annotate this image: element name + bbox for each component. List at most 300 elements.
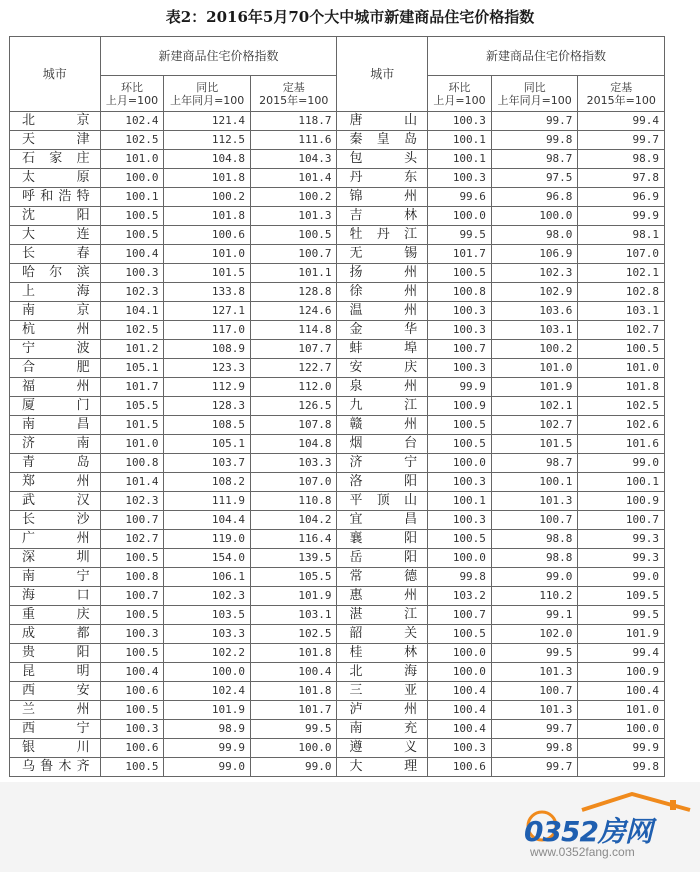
mom-cell-left: 100.5 — [100, 226, 164, 245]
mom-cell-left: 100.7 — [100, 511, 164, 530]
mom-cell-right: 100.5 — [428, 416, 492, 435]
city-cell-right: 韶关 — [337, 625, 428, 644]
yoy-cell-left: 119.0 — [164, 530, 251, 549]
mom-cell-right: 100.1 — [428, 492, 492, 511]
base-cell-left: 103.3 — [250, 454, 337, 473]
table-row — [10, 169, 665, 188]
base-cell-left: 107.8 — [250, 416, 337, 435]
yoy-cell-right: 99.7 — [491, 758, 578, 777]
base-cell-right: 98.9 — [578, 150, 665, 169]
mom-cell-left: 105.1 — [100, 359, 164, 378]
table-row — [10, 644, 665, 663]
mom-cell-left: 105.5 — [100, 397, 164, 416]
city-column-header-left: 城市 — [10, 37, 101, 112]
mom-cell-right: 100.5 — [428, 264, 492, 283]
mom-cell-left: 101.5 — [100, 416, 164, 435]
yoy-cell-left: 102.4 — [164, 682, 251, 701]
yoy-cell-right: 101.3 — [491, 701, 578, 720]
base-cell-left: 111.6 — [250, 131, 337, 150]
table-row — [10, 245, 665, 264]
base-cell-left: 118.7 — [250, 112, 337, 131]
yoy-cell-left: 105.1 — [164, 435, 251, 454]
table-row — [10, 359, 665, 378]
mom-cell-right: 100.4 — [428, 701, 492, 720]
mom-cell-left: 101.4 — [100, 473, 164, 492]
city-cell-right: 北海 — [337, 663, 428, 682]
site-logo — [520, 790, 695, 865]
city-cell-left: 银川 — [10, 739, 101, 758]
mom-cell-left: 101.0 — [100, 435, 164, 454]
mom-cell-right: 100.4 — [428, 682, 492, 701]
city-cell-right: 遵义 — [337, 739, 428, 758]
base-cell-right: 99.3 — [578, 549, 665, 568]
base-cell-right: 100.7 — [578, 511, 665, 530]
base-cell-right: 101.0 — [578, 359, 665, 378]
yoy-cell-right: 102.3 — [491, 264, 578, 283]
yoy-cell-right: 101.3 — [491, 663, 578, 682]
yoy-cell-right: 98.7 — [491, 150, 578, 169]
city-cell-right: 吉林 — [337, 207, 428, 226]
yoy-cell-right: 100.1 — [491, 473, 578, 492]
city-cell-right: 大理 — [337, 758, 428, 777]
yoy-cell-left: 99.9 — [164, 739, 251, 758]
yoy-cell-right: 98.0 — [491, 226, 578, 245]
yoy-cell-right: 97.5 — [491, 169, 578, 188]
city-cell-right: 无锡 — [337, 245, 428, 264]
mom-cell-left: 100.6 — [100, 739, 164, 758]
table-row — [10, 606, 665, 625]
yoy-cell-right: 101.0 — [491, 359, 578, 378]
city-cell-right: 包头 — [337, 150, 428, 169]
base-cell-right: 101.0 — [578, 701, 665, 720]
base-cell-right: 102.6 — [578, 416, 665, 435]
city-cell-left: 海口 — [10, 587, 101, 606]
city-cell-left: 杭州 — [10, 321, 101, 340]
city-cell-right: 丹东 — [337, 169, 428, 188]
table-row — [10, 340, 665, 359]
yoy-cell-left: 101.9 — [164, 701, 251, 720]
table-row — [10, 625, 665, 644]
base-cell-right: 96.9 — [578, 188, 665, 207]
base-cell-right: 100.5 — [578, 340, 665, 359]
yoy-cell-left: 100.6 — [164, 226, 251, 245]
mom-cell-left: 101.0 — [100, 150, 164, 169]
mom-cell-left: 100.1 — [100, 188, 164, 207]
mom-header-right: 环比 上月=100 — [428, 76, 492, 112]
table-row — [10, 397, 665, 416]
base-cell-left: 105.5 — [250, 568, 337, 587]
table-row — [10, 720, 665, 739]
yoy-cell-right: 102.1 — [491, 397, 578, 416]
base-cell-left: 124.6 — [250, 302, 337, 321]
city-cell-right: 南充 — [337, 720, 428, 739]
city-cell-right: 牡丹江 — [337, 226, 428, 245]
logo-text: 0352房网 — [524, 815, 652, 848]
mom-cell-left: 102.3 — [100, 283, 164, 302]
mom-cell-right: 100.7 — [428, 340, 492, 359]
price-index-table — [9, 36, 665, 777]
yoy-cell-right: 102.9 — [491, 283, 578, 302]
yoy-cell-left: 101.5 — [164, 264, 251, 283]
mom-cell-left: 100.4 — [100, 245, 164, 264]
base-cell-right: 99.5 — [578, 606, 665, 625]
table-row — [10, 549, 665, 568]
yoy-cell-right: 96.8 — [491, 188, 578, 207]
mom-cell-left: 101.2 — [100, 340, 164, 359]
yoy-cell-left: 101.8 — [164, 207, 251, 226]
yoy-cell-right: 99.7 — [491, 720, 578, 739]
city-cell-left: 厦门 — [10, 397, 101, 416]
city-cell-left: 大连 — [10, 226, 101, 245]
yoy-cell-left: 101.8 — [164, 169, 251, 188]
mom-cell-right: 100.0 — [428, 454, 492, 473]
base-cell-left: 101.7 — [250, 701, 337, 720]
city-cell-left: 沈阳 — [10, 207, 101, 226]
yoy-cell-left: 121.4 — [164, 112, 251, 131]
base-cell-right: 109.5 — [578, 587, 665, 606]
table-row — [10, 188, 665, 207]
mom-cell-right: 100.0 — [428, 663, 492, 682]
base-cell-left: 101.9 — [250, 587, 337, 606]
city-cell-right: 泉州 — [337, 378, 428, 397]
city-cell-left: 哈尔滨 — [10, 264, 101, 283]
mom-cell-right: 100.7 — [428, 606, 492, 625]
yoy-cell-right: 101.9 — [491, 378, 578, 397]
table-row — [10, 435, 665, 454]
base-cell-left: 100.5 — [250, 226, 337, 245]
city-cell-right: 安庆 — [337, 359, 428, 378]
base-cell-right: 99.0 — [578, 454, 665, 473]
city-cell-right: 宜昌 — [337, 511, 428, 530]
city-cell-right: 秦皇岛 — [337, 131, 428, 150]
base-cell-left: 104.8 — [250, 435, 337, 454]
mom-cell-left: 102.3 — [100, 492, 164, 511]
city-cell-right: 徐州 — [337, 283, 428, 302]
base-cell-left: 101.8 — [250, 682, 337, 701]
mom-cell-left: 100.5 — [100, 606, 164, 625]
yoy-cell-left: 133.8 — [164, 283, 251, 302]
table-row — [10, 587, 665, 606]
table-body — [10, 112, 665, 777]
base-cell-right: 100.0 — [578, 720, 665, 739]
yoy-cell-right: 100.0 — [491, 207, 578, 226]
city-cell-left: 长沙 — [10, 511, 101, 530]
city-cell-right: 常德 — [337, 568, 428, 587]
base-cell-left: 122.7 — [250, 359, 337, 378]
city-cell-right: 唐山 — [337, 112, 428, 131]
table-row — [10, 568, 665, 587]
table-row — [10, 739, 665, 758]
yoy-cell-left: 100.2 — [164, 188, 251, 207]
base-cell-right: 102.8 — [578, 283, 665, 302]
mom-cell-left: 100.5 — [100, 549, 164, 568]
yoy-cell-right: 98.8 — [491, 549, 578, 568]
city-cell-left: 长春 — [10, 245, 101, 264]
base-cell-left: 112.0 — [250, 378, 337, 397]
city-cell-right: 湛江 — [337, 606, 428, 625]
table-row — [10, 682, 665, 701]
mom-cell-right: 100.8 — [428, 283, 492, 302]
yoy-cell-right: 103.1 — [491, 321, 578, 340]
yoy-cell-right: 99.7 — [491, 112, 578, 131]
yoy-cell-left: 111.9 — [164, 492, 251, 511]
table-row — [10, 454, 665, 473]
city-cell-left: 昆明 — [10, 663, 101, 682]
city-cell-right: 济宁 — [337, 454, 428, 473]
base-cell-left: 103.1 — [250, 606, 337, 625]
yoy-cell-left: 98.9 — [164, 720, 251, 739]
yoy-cell-left: 108.2 — [164, 473, 251, 492]
yoy-header-left: 同比 上年同月=100 — [164, 76, 251, 112]
city-column-header-right: 城市 — [337, 37, 428, 112]
mom-cell-right: 100.3 — [428, 112, 492, 131]
yoy-cell-left: 100.0 — [164, 663, 251, 682]
city-cell-left: 成都 — [10, 625, 101, 644]
base-cell-right: 99.7 — [578, 131, 665, 150]
table-title: 表2：2016年5月70个大中城市新建商品住宅价格指数 — [165, 8, 535, 26]
mom-cell-right: 100.0 — [428, 549, 492, 568]
yoy-cell-right: 101.3 — [491, 492, 578, 511]
city-cell-left: 济南 — [10, 435, 101, 454]
city-cell-left: 太原 — [10, 169, 101, 188]
base-cell-left: 139.5 — [250, 549, 337, 568]
mom-cell-left: 102.5 — [100, 131, 164, 150]
yoy-cell-right: 100.2 — [491, 340, 578, 359]
mom-cell-right: 100.0 — [428, 207, 492, 226]
base-cell-left: 100.0 — [250, 739, 337, 758]
city-cell-left: 贵阳 — [10, 644, 101, 663]
mom-cell-left: 100.5 — [100, 644, 164, 663]
base-cell-left: 100.7 — [250, 245, 337, 264]
mom-cell-left: 101.7 — [100, 378, 164, 397]
index-group-header-right: 新建商品住宅价格指数 — [428, 37, 665, 76]
base-cell-right: 99.9 — [578, 739, 665, 758]
base-cell-right: 99.0 — [578, 568, 665, 587]
mom-cell-right: 100.4 — [428, 720, 492, 739]
yoy-cell-left: 154.0 — [164, 549, 251, 568]
table-row — [10, 226, 665, 245]
base-cell-right: 100.9 — [578, 492, 665, 511]
yoy-cell-right: 98.8 — [491, 530, 578, 549]
mom-cell-left: 100.0 — [100, 169, 164, 188]
mom-cell-right: 100.5 — [428, 625, 492, 644]
base-cell-left: 107.0 — [250, 473, 337, 492]
table-row — [10, 473, 665, 492]
base-cell-left: 116.4 — [250, 530, 337, 549]
city-cell-right: 泸州 — [337, 701, 428, 720]
base-cell-left: 104.3 — [250, 150, 337, 169]
base-cell-right: 103.1 — [578, 302, 665, 321]
city-cell-right: 惠州 — [337, 587, 428, 606]
city-cell-right: 烟台 — [337, 435, 428, 454]
yoy-cell-left: 103.5 — [164, 606, 251, 625]
base-cell-right: 102.7 — [578, 321, 665, 340]
mom-cell-left: 102.4 — [100, 112, 164, 131]
mom-cell-left: 100.6 — [100, 682, 164, 701]
mom-cell-left: 100.4 — [100, 663, 164, 682]
city-cell-right: 九江 — [337, 397, 428, 416]
table-row — [10, 207, 665, 226]
base-cell-left: 99.0 — [250, 758, 337, 777]
mom-cell-right: 99.5 — [428, 226, 492, 245]
city-cell-left: 南京 — [10, 302, 101, 321]
base-header-left: 定基 2015年=100 — [250, 76, 337, 112]
table-row — [10, 378, 665, 397]
city-cell-left: 重庆 — [10, 606, 101, 625]
city-cell-right: 蚌埠 — [337, 340, 428, 359]
yoy-cell-left: 101.0 — [164, 245, 251, 264]
city-cell-left: 北京 — [10, 112, 101, 131]
base-cell-right: 101.6 — [578, 435, 665, 454]
base-cell-right: 99.4 — [578, 644, 665, 663]
table-row — [10, 112, 665, 131]
yoy-cell-left: 106.1 — [164, 568, 251, 587]
city-cell-right: 岳阳 — [337, 549, 428, 568]
mom-cell-right: 100.9 — [428, 397, 492, 416]
yoy-cell-left: 128.3 — [164, 397, 251, 416]
base-cell-right: 100.4 — [578, 682, 665, 701]
yoy-cell-right: 101.5 — [491, 435, 578, 454]
yoy-cell-left: 108.5 — [164, 416, 251, 435]
mom-cell-right: 100.3 — [428, 473, 492, 492]
city-cell-right: 桂林 — [337, 644, 428, 663]
yoy-cell-right: 100.7 — [491, 682, 578, 701]
base-cell-right: 99.8 — [578, 758, 665, 777]
table-row — [10, 492, 665, 511]
index-group-header-left: 新建商品住宅价格指数 — [100, 37, 337, 76]
base-cell-right: 107.0 — [578, 245, 665, 264]
city-cell-left: 广州 — [10, 530, 101, 549]
base-cell-right: 97.8 — [578, 169, 665, 188]
mom-cell-left: 102.7 — [100, 530, 164, 549]
city-cell-left: 郑州 — [10, 473, 101, 492]
yoy-cell-left: 127.1 — [164, 302, 251, 321]
city-cell-left: 合肥 — [10, 359, 101, 378]
yoy-cell-left: 104.8 — [164, 150, 251, 169]
mom-cell-left: 100.8 — [100, 568, 164, 587]
mom-cell-right: 99.6 — [428, 188, 492, 207]
table-row — [10, 701, 665, 720]
table-row — [10, 663, 665, 682]
mom-cell-left: 100.5 — [100, 701, 164, 720]
yoy-cell-right: 99.8 — [491, 739, 578, 758]
yoy-cell-left: 103.3 — [164, 625, 251, 644]
yoy-cell-left: 99.0 — [164, 758, 251, 777]
base-cell-right: 101.8 — [578, 378, 665, 397]
yoy-cell-right: 99.8 — [491, 131, 578, 150]
mom-cell-right: 100.1 — [428, 150, 492, 169]
base-cell-left: 101.3 — [250, 207, 337, 226]
yoy-cell-right: 99.1 — [491, 606, 578, 625]
base-cell-left: 102.5 — [250, 625, 337, 644]
mom-cell-left: 100.5 — [100, 207, 164, 226]
yoy-cell-left: 103.7 — [164, 454, 251, 473]
logo-url: www.0352fang.com — [530, 845, 635, 859]
city-cell-left: 西安 — [10, 682, 101, 701]
yoy-cell-left: 104.4 — [164, 511, 251, 530]
yoy-cell-left: 102.3 — [164, 587, 251, 606]
table-row — [10, 283, 665, 302]
city-cell-left: 南宁 — [10, 568, 101, 587]
mom-cell-right: 103.2 — [428, 587, 492, 606]
base-cell-left: 104.2 — [250, 511, 337, 530]
base-cell-right: 101.9 — [578, 625, 665, 644]
base-cell-right: 99.4 — [578, 112, 665, 131]
table-row — [10, 302, 665, 321]
city-cell-right: 锦州 — [337, 188, 428, 207]
mom-cell-right: 100.6 — [428, 758, 492, 777]
city-cell-right: 平顶山 — [337, 492, 428, 511]
mom-cell-right: 100.0 — [428, 644, 492, 663]
mom-cell-right: 100.3 — [428, 321, 492, 340]
mom-cell-right: 100.1 — [428, 131, 492, 150]
mom-cell-left: 100.7 — [100, 587, 164, 606]
base-header-right: 定基 2015年=100 — [578, 76, 665, 112]
mom-cell-right: 100.3 — [428, 739, 492, 758]
city-cell-right: 扬州 — [337, 264, 428, 283]
city-cell-left: 南昌 — [10, 416, 101, 435]
mom-cell-right: 100.3 — [428, 302, 492, 321]
mom-cell-right: 101.7 — [428, 245, 492, 264]
mom-cell-left: 100.5 — [100, 758, 164, 777]
city-cell-left: 呼和浩特 — [10, 188, 101, 207]
base-cell-right: 102.1 — [578, 264, 665, 283]
mom-cell-right: 99.8 — [428, 568, 492, 587]
yoy-cell-right: 110.2 — [491, 587, 578, 606]
table-row — [10, 321, 665, 340]
city-cell-right: 温州 — [337, 302, 428, 321]
base-cell-left: 101.4 — [250, 169, 337, 188]
table-row — [10, 530, 665, 549]
city-cell-left: 深圳 — [10, 549, 101, 568]
yoy-cell-right: 102.7 — [491, 416, 578, 435]
yoy-cell-right: 98.7 — [491, 454, 578, 473]
city-cell-left: 乌鲁木齐 — [10, 758, 101, 777]
yoy-cell-left: 123.3 — [164, 359, 251, 378]
mom-cell-left: 104.1 — [100, 302, 164, 321]
base-cell-right: 99.9 — [578, 207, 665, 226]
yoy-cell-left: 112.9 — [164, 378, 251, 397]
yoy-cell-right: 103.6 — [491, 302, 578, 321]
mom-cell-right: 99.9 — [428, 378, 492, 397]
base-cell-left: 101.8 — [250, 644, 337, 663]
mom-cell-right: 100.5 — [428, 435, 492, 454]
mom-cell-right: 100.3 — [428, 511, 492, 530]
city-cell-left: 天津 — [10, 131, 101, 150]
yoy-cell-right: 102.0 — [491, 625, 578, 644]
city-cell-right: 赣州 — [337, 416, 428, 435]
city-cell-right: 襄阳 — [337, 530, 428, 549]
city-cell-right: 金华 — [337, 321, 428, 340]
table-row — [10, 131, 665, 150]
city-cell-left: 兰州 — [10, 701, 101, 720]
base-cell-left: 114.8 — [250, 321, 337, 340]
mom-cell-left: 100.8 — [100, 454, 164, 473]
table-row — [10, 758, 665, 777]
table-row — [10, 416, 665, 435]
city-cell-right: 洛阳 — [337, 473, 428, 492]
base-cell-left: 101.1 — [250, 264, 337, 283]
city-cell-left: 上海 — [10, 283, 101, 302]
table-row — [10, 511, 665, 530]
yoy-cell-right: 99.5 — [491, 644, 578, 663]
mom-cell-right: 100.3 — [428, 359, 492, 378]
base-cell-left: 100.2 — [250, 188, 337, 207]
city-cell-left: 福州 — [10, 378, 101, 397]
city-cell-left: 武汉 — [10, 492, 101, 511]
table-row — [10, 264, 665, 283]
base-cell-left: 107.7 — [250, 340, 337, 359]
